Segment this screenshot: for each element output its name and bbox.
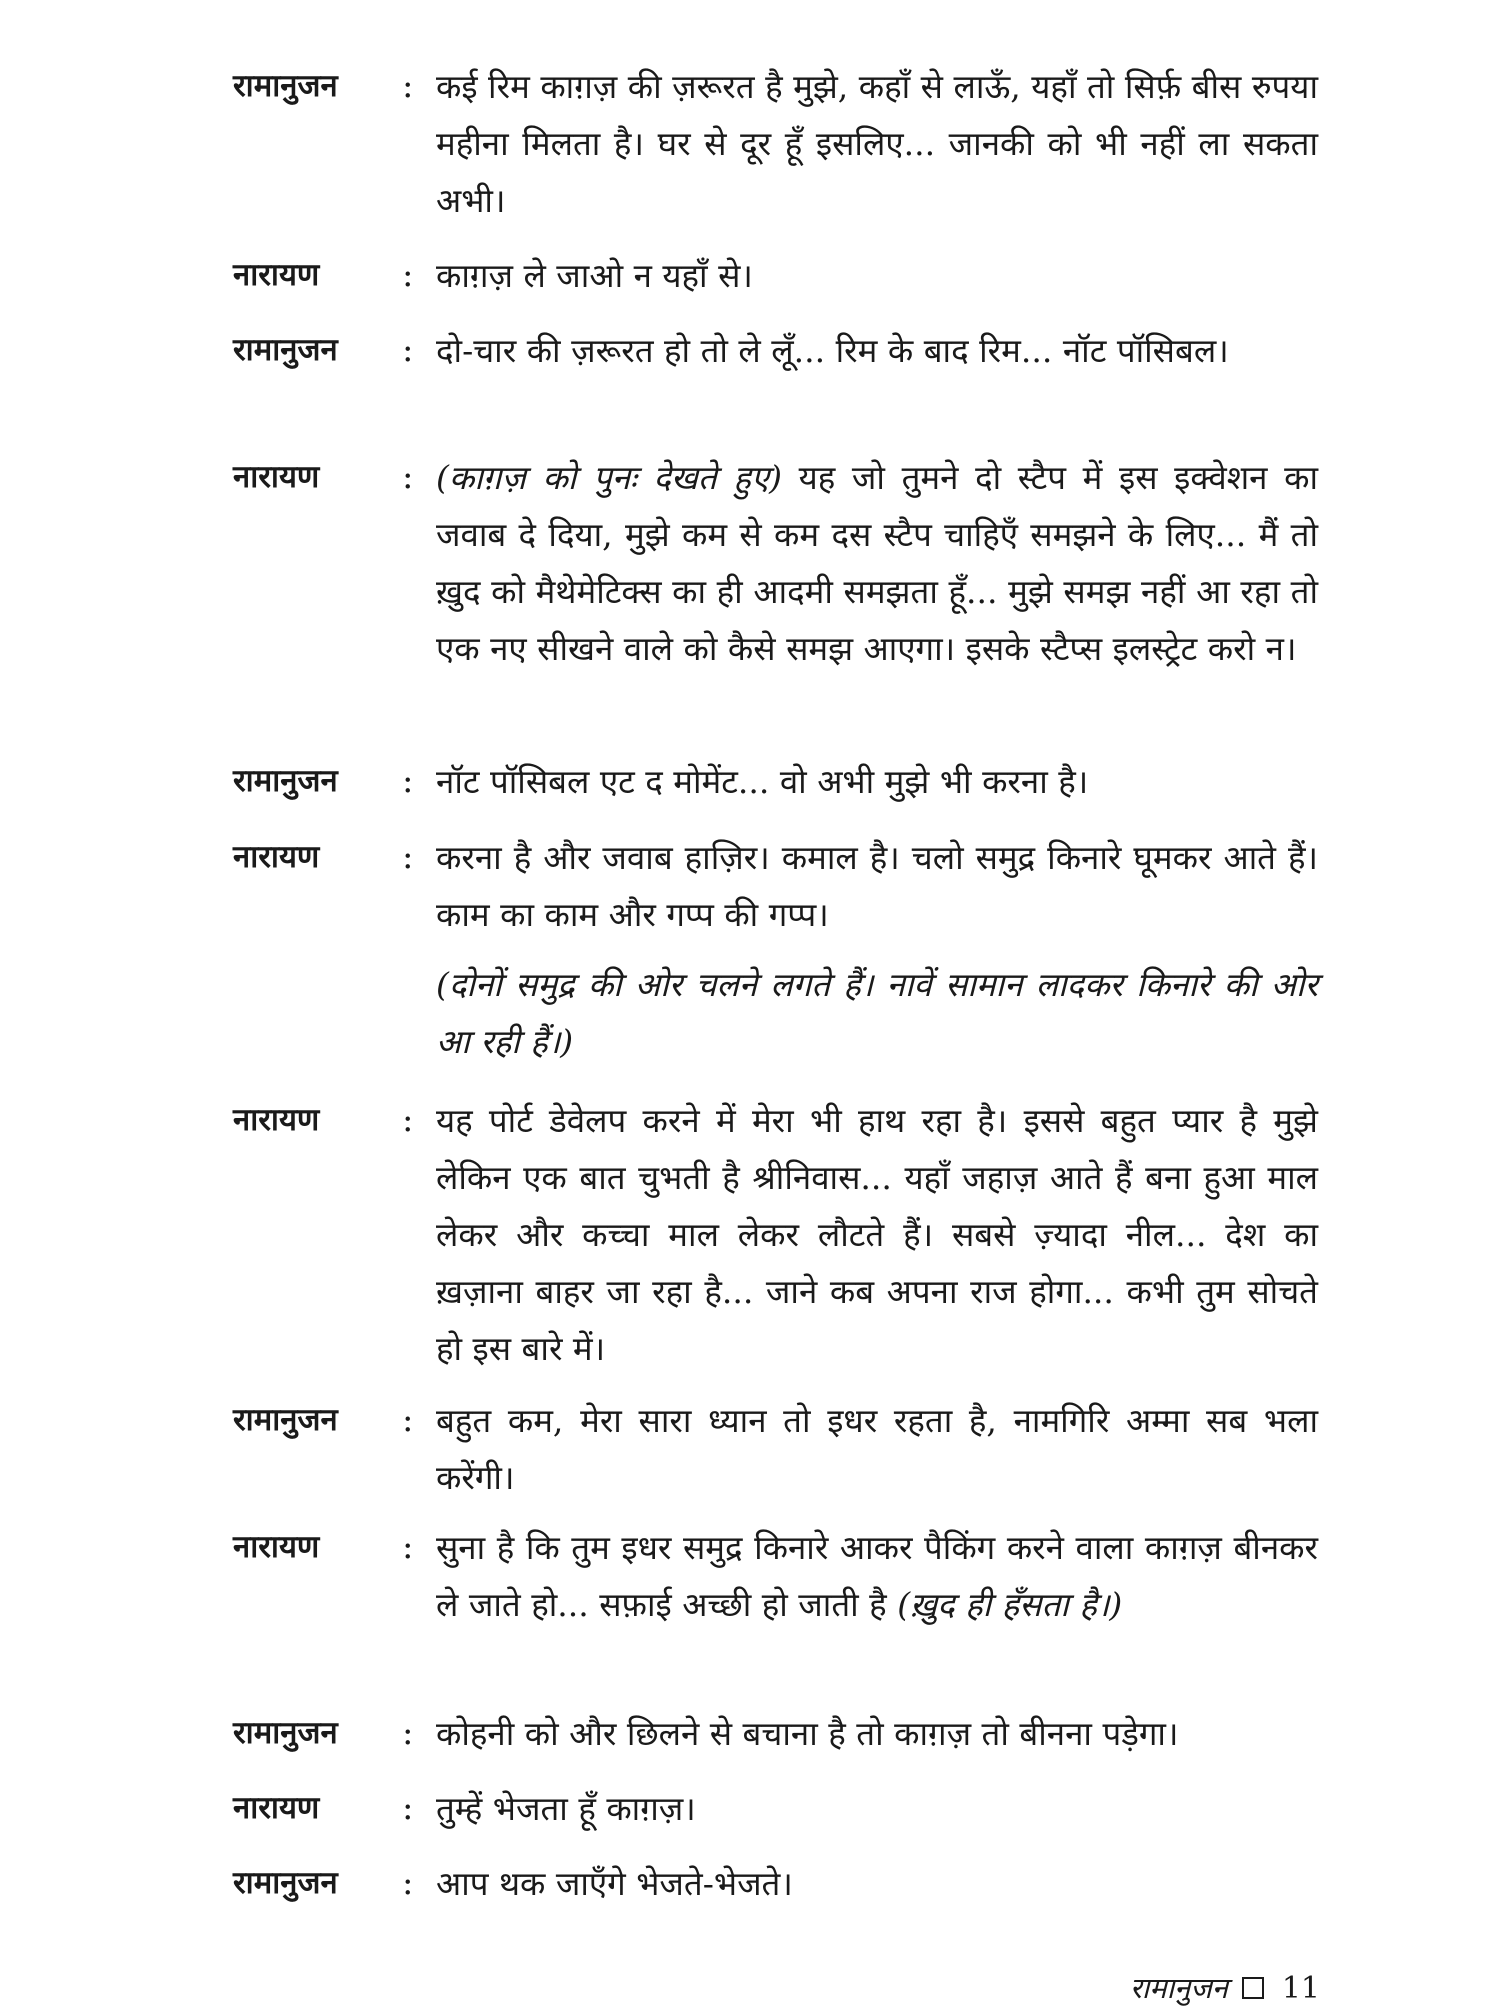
- speaker-colon: :: [402, 1100, 414, 1140]
- speech-text: कई रिम काग़ज़ की ज़रूरत है मुझे, कहाँ से लाऊँ, यहाँ तो सिर्फ़ बीस रुपया महीना मिलता है। घर से दूर हूँ इसलिए... जानकी को भी नहीं ला सकता अभी।: [436, 67, 1318, 220]
- speaker-name: नारायण: [233, 1790, 320, 1826]
- speaker-colon: :: [402, 837, 414, 877]
- speaker-colon: :: [402, 1400, 414, 1440]
- speaker-name: नारायण: [233, 459, 320, 495]
- speaker-name: रामानुजन: [233, 1715, 338, 1751]
- speech-text: तुम्हें भेजता हूँ काग़ज़।: [436, 1789, 696, 1828]
- speaker-name: नारायण: [233, 1102, 320, 1138]
- speaker-colon: :: [402, 761, 414, 801]
- speaker-name: रामानुजन: [233, 763, 338, 799]
- speech-text: करना है और जवाब हाज़िर। कमाल है। चलो समुद्र किनारे घूमकर आते हैं। काम का काम और गप्प की गप्प।: [436, 838, 1318, 934]
- stage-direction-inline: (ख़ुद ही हँसता है।): [897, 1585, 1123, 1624]
- speaker-colon: :: [402, 330, 414, 370]
- speaker-colon: :: [402, 1863, 414, 1903]
- stage-direction: (दोनों समुद्र की ओर चलने लगते हैं। नावें सामान लादकर किनारे की ओर आ रही हैं।): [436, 965, 1318, 1061]
- stage-direction-inline: (काग़ज़ को पुनः देखते हुए): [436, 458, 782, 497]
- speech-text: यह पोर्ट डेवेलप करने में मेरा भी हाथ रहा है। इससे बहुत प्यार है मुझे लेकिन एक बात चुभती है श्रीनिवास... यहाँ जहाज़ आते हैं बना हुआ माल लेकर और कच्चा माल लेकर लौटते हैं। सबसे ज़्यादा नील... देश का ख़ज़ाना बाहर जा रहा है... जाने कब अपना राज होगा... कभी तुम सोचते हो इस बारे में।: [436, 1101, 1318, 1368]
- speech-text: [436, 1519, 1318, 1633]
- speech-text: [436, 449, 1318, 677]
- speaker-name: रामानुजन: [233, 332, 338, 368]
- speaker-name: रामानुजन: [233, 68, 338, 104]
- speaker-colon: :: [402, 1788, 414, 1828]
- speaker-colon: :: [402, 255, 414, 295]
- page-number: 11: [1281, 1971, 1320, 2006]
- speaker-colon: :: [402, 1527, 414, 1567]
- speech-text: आप थक जाएँगे भेजते-भेजते।: [436, 1864, 793, 1903]
- page-footer: [1130, 1968, 1320, 2009]
- running-title: रामानुजन: [1129, 1971, 1228, 2005]
- speech-text: काग़ज़ ले जाओ न यहाँ से।: [436, 256, 753, 295]
- speech-text: कोहनी को और छिलने से बचाना है तो काग़ज़ तो बीनना पड़ेगा।: [436, 1714, 1179, 1753]
- speech-text: बहुत कम, मेरा सारा ध्यान तो इधर रहता है, नामगिरि अम्मा सब भला करेंगी।: [436, 1401, 1318, 1497]
- speaker-colon: :: [402, 457, 414, 497]
- speaker-colon: :: [402, 66, 414, 106]
- speech-text: दो-चार की ज़रूरत हो तो ले लूँ... रिम के बाद रिम... नॉट पॉसिबल।: [436, 331, 1229, 370]
- speaker-name: रामानुजन: [233, 1402, 338, 1438]
- speech-body: यह जो तुमने दो स्टैप में इस इक्वेशन का जवाब दे दिया, मुझे कम से कम दस स्टैप चाहिएँ समझने के लिए... मैं तो ख़ुद को मैथेमेटिक्स का ही आदमी समझता हूँ... मुझे समझ नहीं आ रहा तो एक नए सीखने वाले को कैसे समझ आएगा। इसके स्टैप्स इलस्ट्रेट करो न।: [436, 458, 1318, 668]
- speaker-name: नारायण: [233, 257, 320, 293]
- speaker-name: नारायण: [233, 839, 320, 875]
- square-bullet-icon: [1242, 1977, 1264, 1999]
- speaker-colon: :: [402, 1713, 414, 1753]
- speaker-name: रामानुजन: [233, 1865, 338, 1901]
- speech-body: सुना है कि तुम इधर समुद्र किनारे आकर पैकिंग करने वाला काग़ज़ बीनकर ले जाते हो... सफ़ाई अच्छी हो जाती है: [436, 1528, 1318, 1624]
- speaker-name: नारायण: [233, 1529, 320, 1565]
- speech-text: नॉट पॉसिबल एट द मोमेंट... वो अभी मुझे भी करना है।: [436, 762, 1089, 801]
